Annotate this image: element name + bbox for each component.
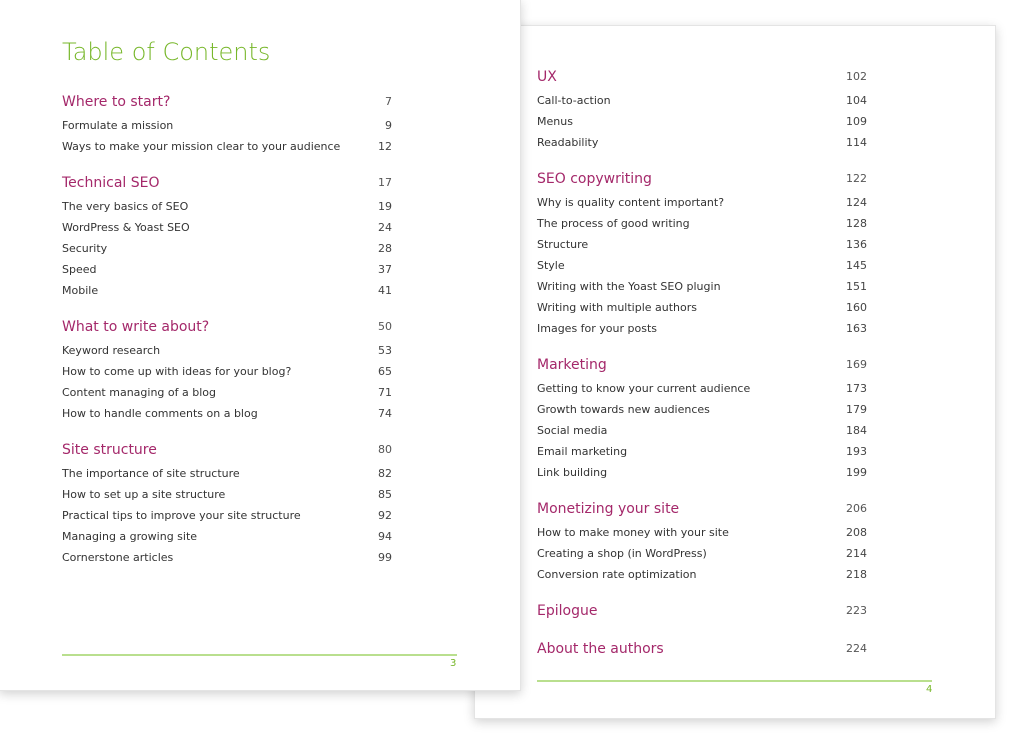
- toc-entry[interactable]: [62, 259, 392, 280]
- toc-entry[interactable]: [62, 361, 392, 382]
- entry-label: Security: [62, 242, 108, 255]
- entry-label: How to set up a site structure: [62, 488, 226, 501]
- entry-label: Link building: [537, 466, 608, 479]
- toc-entry[interactable]: [537, 132, 867, 153]
- section-title: Site structure: [62, 442, 157, 458]
- section-title: Monetizing your site: [537, 501, 680, 517]
- section-page: 102: [846, 70, 867, 83]
- page-number: 3: [450, 658, 457, 669]
- toc-section-heading[interactable]: [537, 166, 867, 192]
- entry-label: Social media: [537, 424, 608, 437]
- entry-page: 37: [378, 263, 392, 276]
- toc-section-heading[interactable]: [62, 170, 392, 196]
- toc-section: [537, 352, 867, 483]
- toc-section-heading[interactable]: [537, 496, 867, 522]
- toc-section-heading[interactable]: [537, 64, 867, 90]
- entry-label: Writing with the Yoast SEO plugin: [537, 280, 721, 293]
- toc-section: [537, 598, 867, 624]
- entry-page: 94: [378, 530, 392, 543]
- entry-page: 163: [846, 322, 867, 335]
- toc-entry[interactable]: [537, 441, 867, 462]
- toc-section: [62, 89, 392, 157]
- entry-label: Conversion rate optimization: [537, 568, 697, 581]
- entry-page: 208: [846, 526, 867, 539]
- section-page: 17: [378, 176, 392, 189]
- entry-label: Creating a shop (in WordPress): [537, 547, 707, 560]
- entry-page: 124: [846, 196, 867, 209]
- section-title: Technical SEO: [62, 175, 160, 191]
- section-page: 80: [378, 443, 392, 456]
- toc-entry[interactable]: [537, 522, 867, 543]
- entry-page: 136: [846, 238, 867, 251]
- entry-page: 99: [378, 551, 392, 564]
- entry-page: 12: [378, 140, 392, 153]
- toc-entry[interactable]: [537, 111, 867, 132]
- toc-entry[interactable]: [62, 526, 392, 547]
- toc-entry[interactable]: [62, 463, 392, 484]
- section-title: SEO copywriting: [537, 171, 652, 187]
- entry-label: Formulate a mission: [62, 119, 174, 132]
- entry-label: WordPress & Yoast SEO: [62, 221, 190, 234]
- entry-page: 19: [378, 200, 392, 213]
- footer-rule: [62, 654, 457, 656]
- toc-section-heading[interactable]: [62, 314, 392, 340]
- entry-page: 160: [846, 301, 867, 314]
- toc-entry[interactable]: [537, 213, 867, 234]
- entry-page: 145: [846, 259, 867, 272]
- entry-label: Readability: [537, 136, 599, 149]
- toc-entry[interactable]: [537, 318, 867, 339]
- entry-page: 28: [378, 242, 392, 255]
- toc-entry[interactable]: [62, 484, 392, 505]
- entry-label: The importance of site structure: [62, 467, 240, 480]
- section-page: 224: [846, 642, 867, 655]
- toc-entry[interactable]: [537, 399, 867, 420]
- toc-entry[interactable]: [62, 115, 392, 136]
- toc-section: [537, 166, 867, 339]
- entry-label: Why is quality content important?: [537, 196, 725, 209]
- toc-section-heading[interactable]: [537, 352, 867, 378]
- entry-page: 199: [846, 466, 867, 479]
- section-title: Where to start?: [62, 94, 171, 110]
- entry-page: 24: [378, 221, 392, 234]
- toc-entry[interactable]: [537, 90, 867, 111]
- entry-page: 179: [846, 403, 867, 416]
- entry-page: 218: [846, 568, 867, 581]
- toc-section: [537, 496, 867, 585]
- section-title: About the authors: [537, 641, 664, 657]
- entry-label: Mobile: [62, 284, 99, 297]
- entry-page: 109: [846, 115, 867, 128]
- toc-entry[interactable]: [62, 382, 392, 403]
- entry-label: The process of good writing: [537, 217, 690, 230]
- entry-page: 85: [378, 488, 392, 501]
- entry-label: Growth towards new audiences: [537, 403, 710, 416]
- toc-entry[interactable]: [537, 297, 867, 318]
- toc-entry[interactable]: [537, 192, 867, 213]
- toc-section-heading[interactable]: [62, 437, 392, 463]
- entry-label: Cornerstone articles: [62, 551, 174, 564]
- entry-page: 173: [846, 382, 867, 395]
- entry-page: 74: [378, 407, 392, 420]
- entry-label: Practical tips to improve your site structure: [62, 509, 301, 522]
- toc-entry[interactable]: [537, 564, 867, 585]
- section-page: 223: [846, 604, 867, 617]
- page-number: 4: [926, 684, 933, 695]
- entry-label: How to come up with ideas for your blog?: [62, 365, 292, 378]
- toc-entry[interactable]: [537, 543, 867, 564]
- section-title: UX: [537, 69, 557, 85]
- entry-page: 151: [846, 280, 867, 293]
- toc-entry[interactable]: [62, 238, 392, 259]
- toc-list: [62, 89, 392, 581]
- entry-label: Managing a growing site: [62, 530, 198, 543]
- toc-section-heading[interactable]: [537, 598, 867, 624]
- entry-label: Menus: [537, 115, 573, 128]
- entry-page: 114: [846, 136, 867, 149]
- section-page: 7: [385, 95, 392, 108]
- entry-page: 128: [846, 217, 867, 230]
- toc-entry[interactable]: [537, 462, 867, 483]
- entry-label: Structure: [537, 238, 589, 251]
- toc-entry[interactable]: [62, 136, 392, 157]
- footer-rule: [537, 680, 932, 682]
- entry-page: 71: [378, 386, 392, 399]
- entry-label: Getting to know your current audience: [537, 382, 751, 395]
- entry-page: 9: [385, 119, 392, 132]
- toc-entry[interactable]: [62, 547, 392, 568]
- section-page: 206: [846, 502, 867, 515]
- entry-label: How to handle comments on a blog: [62, 407, 258, 420]
- toc-entry[interactable]: [62, 217, 392, 238]
- page-title: Table of Contents: [62, 38, 271, 66]
- toc-entry[interactable]: [62, 505, 392, 526]
- entry-label: Ways to make your mission clear to your audience: [62, 140, 341, 153]
- toc-page-right: [474, 25, 996, 719]
- toc-entry[interactable]: [537, 378, 867, 399]
- entry-page: 53: [378, 344, 392, 357]
- toc-section: [62, 314, 392, 424]
- toc-page-left: [0, 0, 521, 691]
- entry-page: 184: [846, 424, 867, 437]
- entry-page: 82: [378, 467, 392, 480]
- toc-entry[interactable]: [537, 276, 867, 297]
- entry-label: Keyword research: [62, 344, 161, 357]
- toc-section-heading[interactable]: [537, 636, 867, 662]
- toc-entry[interactable]: [537, 420, 867, 441]
- section-page: 169: [846, 358, 867, 371]
- toc-list: [537, 64, 867, 675]
- entry-page: 65: [378, 365, 392, 378]
- toc-entry[interactable]: [62, 340, 392, 361]
- toc-section: [62, 437, 392, 568]
- entry-label: The very basics of SEO: [62, 200, 189, 213]
- entry-label: Style: [537, 259, 565, 272]
- toc-entry[interactable]: [62, 403, 392, 424]
- entry-label: How to make money with your site: [537, 526, 729, 539]
- toc-entry[interactable]: [537, 234, 867, 255]
- entry-label: Call-to-action: [537, 94, 611, 107]
- section-page: 122: [846, 172, 867, 185]
- entry-label: Speed: [62, 263, 97, 276]
- section-title: Epilogue: [537, 603, 598, 619]
- toc-section: [537, 636, 867, 662]
- entry-page: 214: [846, 547, 867, 560]
- entry-label: Email marketing: [537, 445, 628, 458]
- toc-section: [62, 170, 392, 301]
- entry-page: 193: [846, 445, 867, 458]
- entry-page: 41: [378, 284, 392, 297]
- section-page: 50: [378, 320, 392, 333]
- toc-entry[interactable]: [62, 280, 392, 301]
- section-title: Marketing: [537, 357, 607, 373]
- toc-section-heading[interactable]: [62, 89, 392, 115]
- entry-page: 104: [846, 94, 867, 107]
- entry-label: Images for your posts: [537, 322, 658, 335]
- section-title: What to write about?: [62, 319, 210, 335]
- toc-entry[interactable]: [537, 255, 867, 276]
- entry-label: Writing with multiple authors: [537, 301, 698, 314]
- toc-entry[interactable]: [62, 196, 392, 217]
- entry-page: 92: [378, 509, 392, 522]
- toc-section: [537, 64, 867, 153]
- entry-label: Content managing of a blog: [62, 386, 216, 399]
